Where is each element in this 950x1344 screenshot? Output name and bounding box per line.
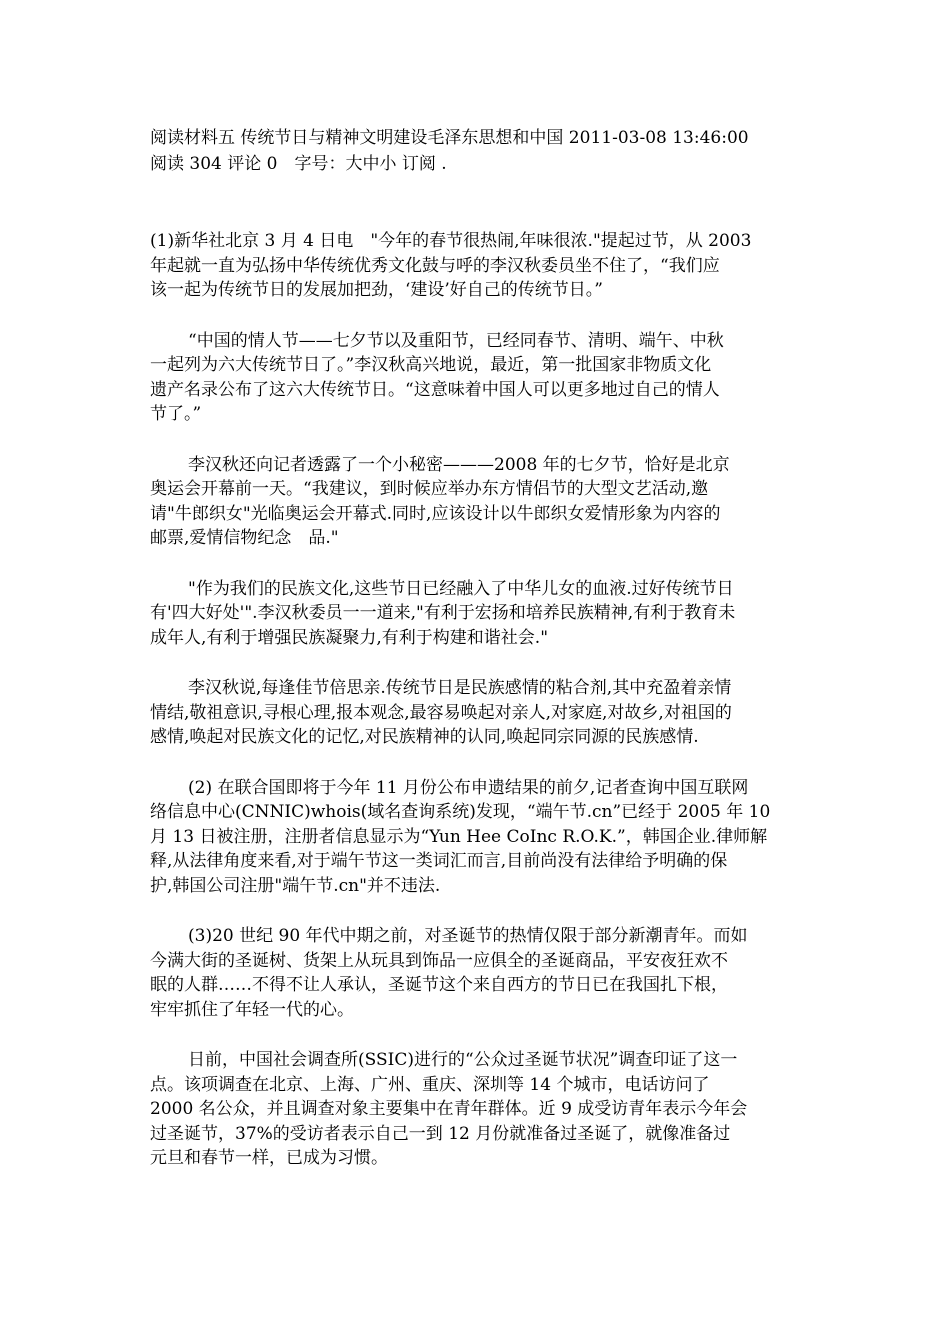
text-line: 奥运会开幕前一天。“我建议，到时候应举办东方情侣节的大型文艺活动,邀	[150, 479, 709, 499]
text-line: 日前，中国社会调查所(SSIC)进行的“公众过圣诞节状况”调查印证了这一	[188, 1050, 738, 1070]
header-title-line: 阅读材料五 传统节日与精神文明建设毛泽东思想和中国 2011-03-08 13:46:00	[150, 128, 749, 148]
header-meta-line: 阅读 304 评论 0 字号：大中小 订阅 .	[150, 154, 447, 174]
text-line: 遗产名录公布了这六大传统节日。“这意味着中国人可以更多地过自己的情人	[150, 379, 720, 400]
text-line: 2000 名公众，并且调查对象主要集中在青年群体。近 9 成受访青年表示今年会	[150, 1099, 748, 1119]
text-line: 邮票,爱情信物纪念 品."	[150, 528, 339, 548]
paragraph-2	[150, 329, 800, 427]
text-line: 一起列为六大传统节日了。”李汉秋高兴地说，最近，第一批国家非物质文化	[150, 355, 712, 375]
text-line: 成年人,有利于增强民族凝聚力,有利于构建和谐社会."	[150, 627, 549, 648]
text-line: 元旦和春节一样，已成为习惯。	[150, 1148, 388, 1168]
text-line: 月 13 日被注册，注册者信息显示为“Yun Hee CoInc R.O.K.”，韩国企业.律师解	[150, 826, 768, 847]
text-line: 请"牛郎织女"光临奥运会开幕式.同时,应该设计以牛郎织女爱情形象为内容的	[150, 503, 721, 524]
paragraph-1	[150, 229, 800, 303]
text-line: (3)20 世纪 90 年代中期之前，对圣诞节的热情仅限于部分新潮青年。而如	[188, 926, 748, 946]
text-line: “中国的情人节——七夕节以及重阳节，已经同春节、清明、端午、中秋	[188, 330, 724, 351]
text-line: 络信息中心(CNNIC)whois(域名查询系统)发现，“端午节.cn”已经于 2005 年 10	[150, 802, 771, 822]
text-line: 年起就一直为弘扬中华传统优秀文化鼓与呼的李汉秋委员坐不住了，“我们应	[150, 255, 720, 276]
text-line: 李汉秋还向记者透露了一个小秘密———2008 年的七夕节，恰好是北京	[188, 454, 730, 475]
text-line: 过圣诞节，37%的受访者表示自己一到 12 月份就准备过圣诞了，就像准备过	[150, 1123, 731, 1144]
text-line: 眠的人群……不得不让人承认，圣诞节这个来自西方的节日已在我国扎下根，	[150, 975, 728, 995]
text-line: 牢牢抓住了年轻一代的心。	[150, 999, 354, 1020]
text-line: "作为我们的民族文化,这些节日已经融入了中华儿女的血液.过好传统节日	[188, 578, 734, 599]
text-line: (2) 在联合国即将于今年 11 月份公布申遗结果的前夕,记者查询中国互联网	[188, 777, 749, 798]
text-line: 感情,唤起对民族文化的记忆,对民族精神的认同,唤起同宗同源的民族感情.	[150, 727, 699, 747]
document-page	[150, 125, 800, 1197]
text-line: 情结,敬祖意识,寻根心理,报本观念,最容易唤起对亲人,对家庭,对故乡,对祖国的	[150, 702, 732, 723]
text-line: 护,韩国公司注册"端午节.cn"并不违法.	[150, 875, 441, 896]
text-line: (1)新华社北京 3 月 4 日电 "今年的春节很热闹,年味很浓."提起过节，从 2003	[150, 231, 752, 251]
article-header	[150, 125, 800, 177]
text-line: 有'四大好处'".李汉秋委员一一道来,"有利于宏扬和培养民族精神,有利于教育未	[150, 603, 736, 623]
paragraph-7	[150, 924, 800, 1022]
paragraph-8	[150, 1048, 800, 1171]
article-body	[150, 229, 800, 1171]
text-line: 今满大街的圣诞树、货架上从玩具到饰品一应俱全的圣诞商品，平安夜狂欢不	[150, 950, 728, 971]
text-line: 节了。”	[150, 404, 202, 424]
text-line: 该一起为传统节日的发展加把劲，‘建设’好自己的传统节日。”	[150, 280, 603, 300]
text-line: 释,从法律角度来看,对于端午节这一类词汇而言,目前尚没有法律给予明确的保	[150, 851, 728, 871]
paragraph-6	[150, 776, 800, 899]
paragraph-4	[150, 577, 800, 651]
paragraph-3	[150, 453, 800, 551]
text-line: 李汉秋说,每逢佳节倍思亲.传统节日是民族感情的粘合剂,其中充盈着亲情	[188, 678, 732, 698]
text-line: 点。该项调查在北京、上海、广州、重庆、深圳等 14 个城市，电话访问了	[150, 1074, 710, 1095]
paragraph-5	[150, 676, 800, 750]
